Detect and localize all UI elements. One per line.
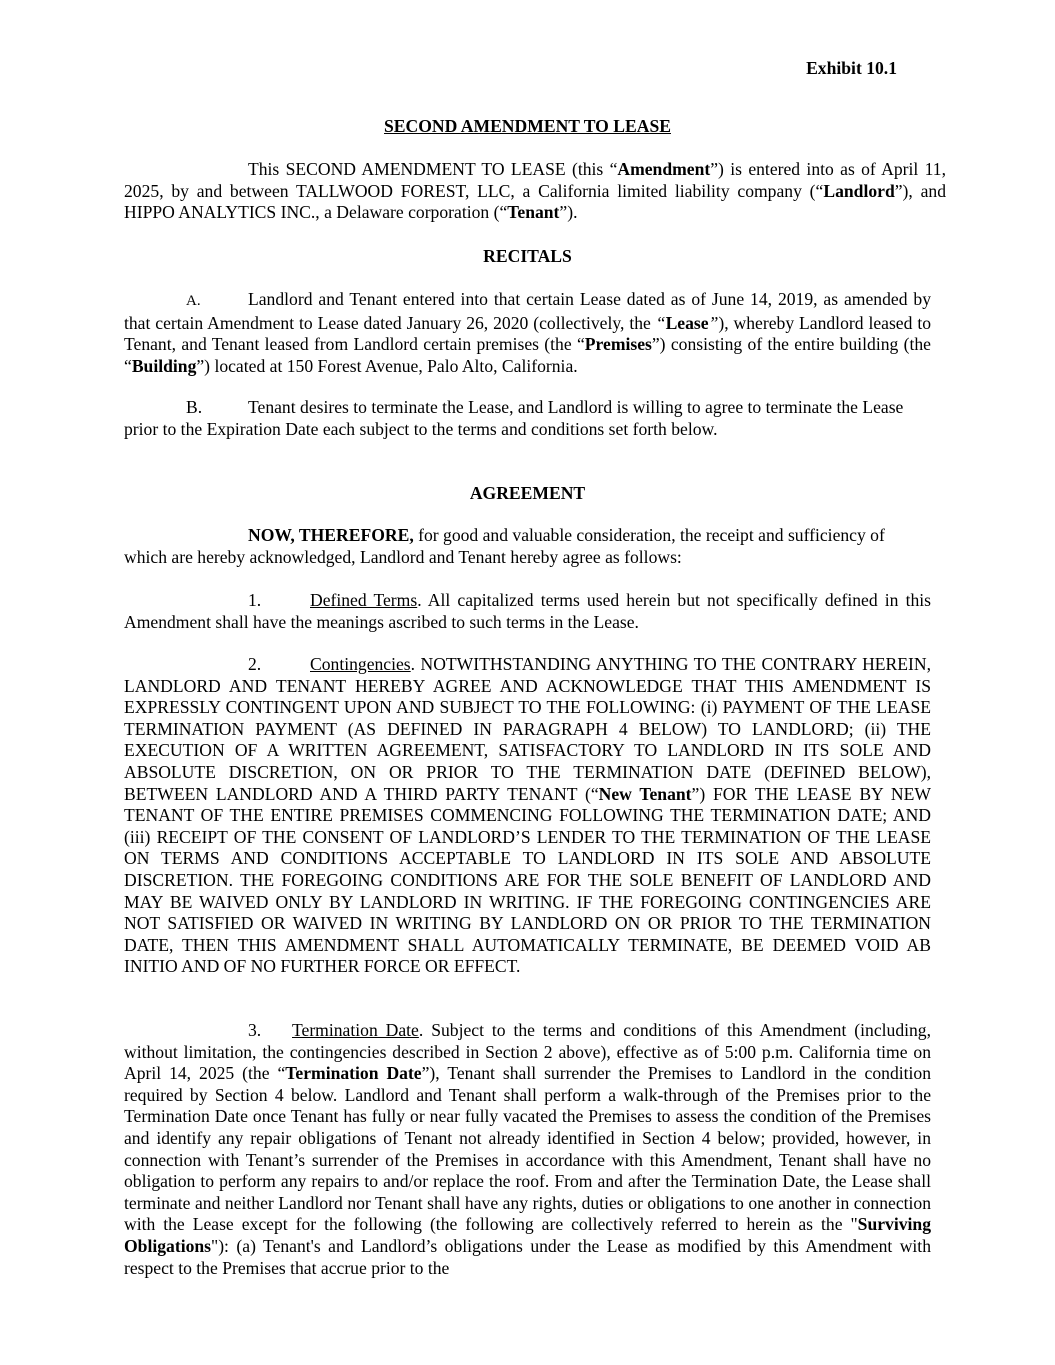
defined-term-termination-date: Termination Date [285,1063,422,1084]
section-3: 3. Termination Date. Subject to the terms and conditions of this Amendment (including, without limitation, the contingencies described in Section 2 above), effective as of 5:00 p.m. California time on April 14, 2025 (the “Termination Date”), Tenant shall surrender the Premises to Landlord in the condition required by Section 4 below. Landlord and Tenant shall perform a walk-through of the Premises prior to the Termination Date once Tenant has fully or near fully vacated the Premises to assess the condition of the Premises and identify any repair obligations of Tenant not already identified in Section 4 below; provided, however, in connection with Tenant’s surrender of the Premises in accordance with this Amendment, Tenant shall have no obligation to perform any repairs to and/or replace the roof. From and after the Termination Date, the Lease shall terminate and neither Landlord nor Tenant shall have any rights, duties or obligations to one another in connection with the Lease except for the following (the following are collectively referred to herein as the "Surviving Obligations"): (a) Tenant's and Landlord’s obligations under the Lease as modified by this Amendment with respect to the Premises that accrue prior to the [124,1020,932,1278]
section-1-title: Defined Terms [310,590,418,610]
defined-term-tenant: Tenant [507,202,560,223]
defined-term-surviving-obligations: Surviving Obligations [124,1214,931,1256]
recitals-heading: RECITALS [483,246,572,266]
section-3-title: Termination Date [292,1020,419,1040]
section-2-title: Contingencies [310,654,411,674]
section-1-number: 1. [248,590,262,610]
section-2-number: 2. [248,654,262,674]
defined-term-amendment: Amendment [617,159,711,179]
section-2: 2. Contingencies. NOTWITHSTANDING ANYTHING TO THE CONTRARY HEREIN, LANDLORD AND TENANT HEREBY AGREE AND ACKNOWLEDGE THAT THIS AMENDMENT IS EXPRESSLY CONTINGENT UPON AND SUBJECT TO THE FOLLOWING: (i) PAYMENT OF THE LEASE TERMINATION PAYMENT (AS DEFINED IN PARAGRAPH 4 BELOW) TO LANDLORD; (ii) THE EXECUTION OF A WRITTEN AGREEMENT, SATISFACTORY TO LANDLORD IN ITS SOLE AND ABSOLUTE DISCRETION, ON OR PRIOR TO THE TERMINATION DATE (DEFINED BELOW), BETWEEN LANDLORD AND A THIRD PARTY TENANT (“New Tenant”) FOR THE LEASE BY NEW TENANT OF THE ENTIRE PREMISES COMMENCING FOLLOWING THE TERMINATION DATE; AND (iii) RECEIPT OF THE CONSENT OF LANDLORD’S LENDER TO THE TERMINATION OF THE LEASE ON TERMS AND CONDITIONS ACCEPTABLE TO LANDLORD IN ITS SOLE AND ABSOLUTE DISCRETION. THE FOREGOING CONDITIONS ARE FOR THE SOLE BENEFIT OF LANDLORD AND MAY BE WAIVED ONLY BY LANDLORD IN WRITING. IF THE FOREGOING CONTINGENCIES ARE NOT SATISFIED OR WAIVED IN WRITING BY LANDLORD ON OR PRIOR TO THE TERMINATION DATE, THEN THIS AMENDMENT SHALL AUTOMATICALLY TERMINATE, BE DEEMED VOID AB INITIO AND OF NO FURTHER FORCE OR EFFECT. [124,654,931,977]
defined-term-building: Building [131,355,197,376]
intro-paragraph: This SECOND AMENDMENT TO LEASE (this “Amendment”) is entered into as of April 11, 2025, by and between TALLWOOD FOREST, LLC, a California limited liability company (“Landlord”), and HIPPO ANALYTICS INC., a Delaware corporation (“Tenant”). [124,159,946,223]
recital-a: A. Landlord and Tenant entered into that certain Lease dated as of June 14, 2019, as amended by that certain Amendment to Lease dated January 26, 2020 (collectively, the “Lease”), whereby Landlord leased to Tenant, and Tenant leased from Landlord certain premises (the “Premises”) consisting of the entire building (the “Building”) located at 150 Forest Avenue, Palo Alto, California. [124,289,932,376]
defined-term-premises: Premises [584,334,652,355]
defined-term-new-tenant: New Tenant [598,783,692,804]
exhibit-label: Exhibit 10.1 [806,58,897,78]
now-therefore-paragraph: NOW, THEREFORE, for good and valuable consideration, the receipt and sufficiency of which are hereby acknowledged, Landlord and Tenant hereby agree as follows: [124,525,885,567]
recital-b: B. Tenant desires to terminate the Lease, and Landlord is willing to agree to terminate the Lease prior to the Expiration Date each subject to the terms and conditions set forth below. [124,397,904,439]
section-1: 1. Defined Terms. All capitalized terms used herein but not specifically defined in this Amendment shall have the meanings ascribed to such terms in the Lease. [124,590,931,632]
recital-a-label: A. [186,293,201,309]
section-3-number: 3. [248,1020,262,1040]
defined-term-landlord: Landlord [823,180,895,201]
agreement-heading: AGREEMENT [469,483,586,503]
document-title: SECOND AMENDMENT TO LEASE [384,116,671,136]
defined-term-lease: Lease [665,312,709,333]
recital-b-label: B. [186,397,203,417]
